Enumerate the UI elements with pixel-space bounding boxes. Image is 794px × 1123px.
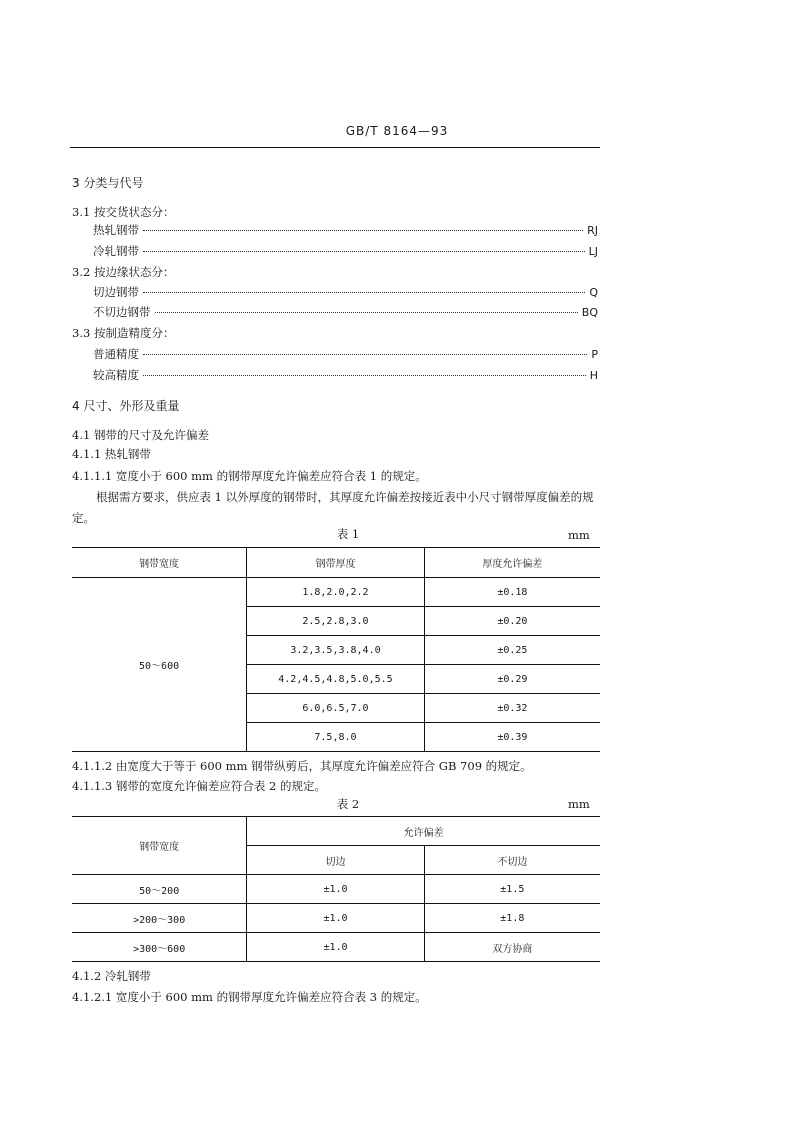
section-3-title: 3 分类与代号: [72, 176, 144, 190]
clause-4-1-1-1: 4.1.1.1 宽度小于 600 mm 的钢带厚度允许偏差应符合表 1 的规定。: [72, 469, 427, 483]
uncut-cell: ±1.5: [424, 875, 600, 904]
width-cell: 50～200: [72, 875, 247, 904]
tolerance-cell: ±0.39: [424, 723, 600, 752]
column-header: 钢带宽度: [72, 548, 247, 578]
thickness-cell: 6.0,6.5,7.0: [247, 694, 425, 723]
tolerance-cell: ±0.32: [424, 694, 600, 723]
leader-dots: [143, 375, 586, 376]
section-3-3-label: 3.3 按制造精度分：: [72, 326, 175, 340]
classification-name: 切边钢带: [93, 285, 139, 299]
thickness-cell: 1.8,2.0,2.2: [247, 578, 425, 607]
classification-code: H: [589, 369, 598, 382]
table-header-row: [72, 548, 600, 578]
table-row: [72, 904, 600, 933]
tolerance-cell: ±0.29: [424, 665, 600, 694]
section-4-1-2-title: 4.1.2 冷轧钢带: [72, 969, 151, 983]
table-2: [72, 816, 600, 962]
classification-name: 普通精度: [93, 347, 139, 361]
column-header: 钢带厚度: [247, 548, 425, 578]
section-4-title: 4 尺寸、外形及重量: [72, 399, 180, 413]
paragraph-line: 定。: [72, 511, 95, 525]
cut-cell: ±1.0: [247, 933, 424, 962]
classification-code: P: [591, 348, 598, 361]
classification-row: [93, 346, 598, 362]
classification-code: RJ: [587, 224, 598, 237]
thickness-cell: 2.5,2.8,3.0: [247, 607, 425, 636]
leader-dots: [143, 292, 585, 293]
tolerance-cell: ±0.20: [424, 607, 600, 636]
section-3-2-label: 3.2 按边缘状态分：: [72, 265, 175, 279]
table-row: [72, 875, 600, 904]
table-2-caption: 表 2: [336, 797, 360, 811]
classification-row: [93, 304, 598, 320]
standard-header: GB/T 8164—93: [345, 124, 449, 138]
clause-4-1-2-1: 4.1.2.1 宽度小于 600 mm 的钢带厚度允许偏差应符合表 3 的规定。: [72, 990, 427, 1004]
classification-row: [93, 222, 598, 238]
classification-row: [93, 367, 598, 383]
leader-dots: [155, 312, 578, 313]
classification-name: 不切边钢带: [93, 305, 151, 319]
section-4-1-1-title: 4.1.1 热轧钢带: [72, 447, 151, 461]
cut-cell: ±1.0: [247, 904, 424, 933]
classification-code: LJ: [588, 245, 598, 258]
thickness-cell: 7.5,8.0: [247, 723, 425, 752]
column-header: 钢带宽度: [72, 817, 247, 875]
clause-4-1-1-2: 4.1.1.2 由宽度大于等于 600 mm 钢带纵剪后，其厚度允许偏差应符合 GB 709 的规定。: [72, 759, 532, 773]
column-header: 厚度允许偏差: [424, 548, 600, 578]
clause-4-1-1-3: 4.1.1.3 钢带的宽度允许偏差应符合表 2 的规定。: [72, 779, 327, 793]
thickness-cell: 3.2,3.5,3.8,4.0: [247, 636, 425, 665]
table-1-unit: mm: [568, 528, 590, 542]
classification-row: [93, 243, 598, 259]
classification-name: 较高精度: [93, 368, 139, 382]
table-1-caption: 表 1: [336, 527, 360, 541]
column-subheader: 不切边: [424, 846, 600, 875]
table-header-row: [72, 817, 600, 846]
uncut-cell: 双方协商: [424, 933, 600, 962]
paragraph-line: 根据需方要求，供应表 1 以外厚度的钢带时，其厚度允许偏差按接近表中小尺寸钢带厚度偏差的规: [96, 490, 594, 504]
width-cell: >200～300: [72, 904, 247, 933]
table-1: [72, 547, 600, 752]
section-4-1-title: 4.1 钢带的尺寸及允许偏差: [72, 428, 209, 442]
classification-name: 热轧钢带: [93, 223, 139, 237]
width-cell: 50～600: [72, 578, 247, 752]
column-subheader: 切边: [247, 846, 424, 875]
leader-dots: [143, 354, 587, 355]
cut-cell: ±1.0: [247, 875, 424, 904]
header-rule: [70, 147, 600, 148]
tolerance-cell: ±0.18: [424, 578, 600, 607]
tolerance-cell: ±0.25: [424, 636, 600, 665]
classification-code: BQ: [581, 306, 598, 319]
thickness-cell: 4.2,4.5,4.8,5.0,5.5: [247, 665, 425, 694]
classification-code: Q: [589, 286, 598, 299]
classification-row: [93, 284, 598, 300]
classification-name: 冷轧钢带: [93, 244, 139, 258]
width-cell: >300～600: [72, 933, 247, 962]
table-row: [72, 933, 600, 962]
uncut-cell: ±1.8: [424, 904, 600, 933]
leader-dots: [143, 230, 583, 231]
section-3-1-label: 3.1 按交货状态分：: [72, 205, 175, 219]
table-2-unit: mm: [568, 797, 590, 811]
column-header: 允许偏差: [247, 817, 600, 846]
leader-dots: [143, 251, 585, 252]
table-row: [72, 578, 600, 607]
